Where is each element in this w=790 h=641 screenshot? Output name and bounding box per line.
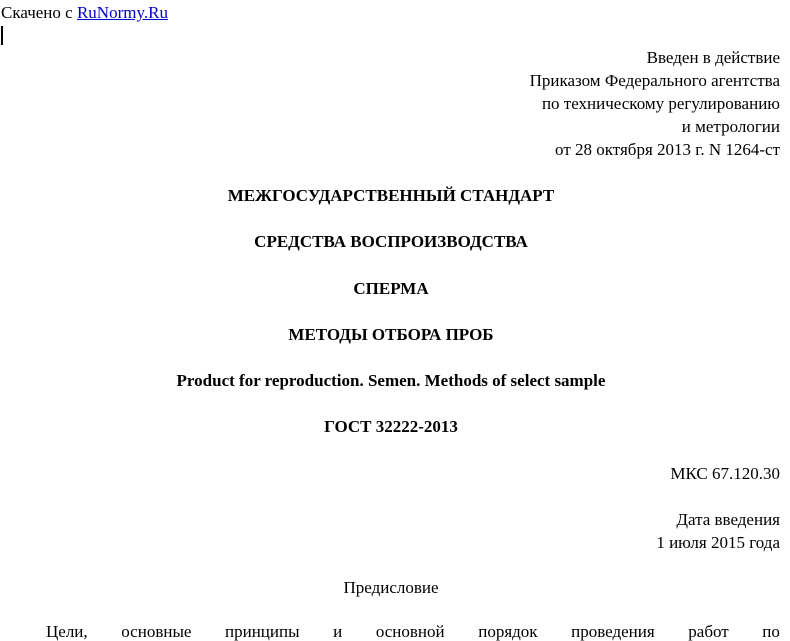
standard-type-heading: МЕЖГОСУДАРСТВЕННЫЙ СТАНДАРТ: [227, 186, 555, 205]
intro-line: Приказом Федерального агентства: [529, 71, 780, 90]
effective-date-value: 1 июля 2015 года: [656, 533, 780, 552]
source-line: [1, 1, 168, 24]
intro-line: по техническому регулированию: [541, 94, 780, 113]
title-heading-3: МЕТОДЫ ОТБОРА ПРОБ: [288, 325, 494, 344]
source-prefix: Скачено с: [1, 3, 77, 22]
body-word: порядок: [478, 622, 538, 641]
title-heading-2: СПЕРМА: [353, 279, 429, 298]
body-word: работ: [688, 622, 729, 641]
intro-line: и метрологии: [681, 117, 780, 136]
body-word: и: [333, 622, 343, 641]
intro-line: от 28 октября 2013 г. N 1264-ст: [555, 140, 780, 159]
effective-date-label: Дата введения: [676, 510, 780, 529]
body-word: по: [762, 622, 780, 641]
body-word: Цели,: [46, 622, 88, 641]
body-word: принципы: [225, 622, 300, 641]
english-title-heading: Product for reproduction. Semen. Methods of select sample: [176, 371, 606, 390]
title-heading-1: СРЕДСТВА ВОСПРОИЗВОДСТВА: [254, 232, 528, 251]
body-word: основной: [375, 622, 445, 641]
text-cursor: [1, 26, 3, 45]
intro-block: [530, 46, 780, 161]
preface-title: Предисловие: [343, 578, 439, 597]
preface-first-line: [46, 620, 780, 641]
source-link[interactable]: RuNormy.Ru: [76, 3, 168, 22]
body-word: проведения: [571, 622, 655, 641]
intro-line: Введен в действие: [646, 48, 780, 67]
mks-code: МКС 67.120.30: [670, 464, 780, 483]
gost-number-heading: ГОСТ 32222-2013: [324, 417, 458, 436]
body-word: основные: [121, 622, 192, 641]
